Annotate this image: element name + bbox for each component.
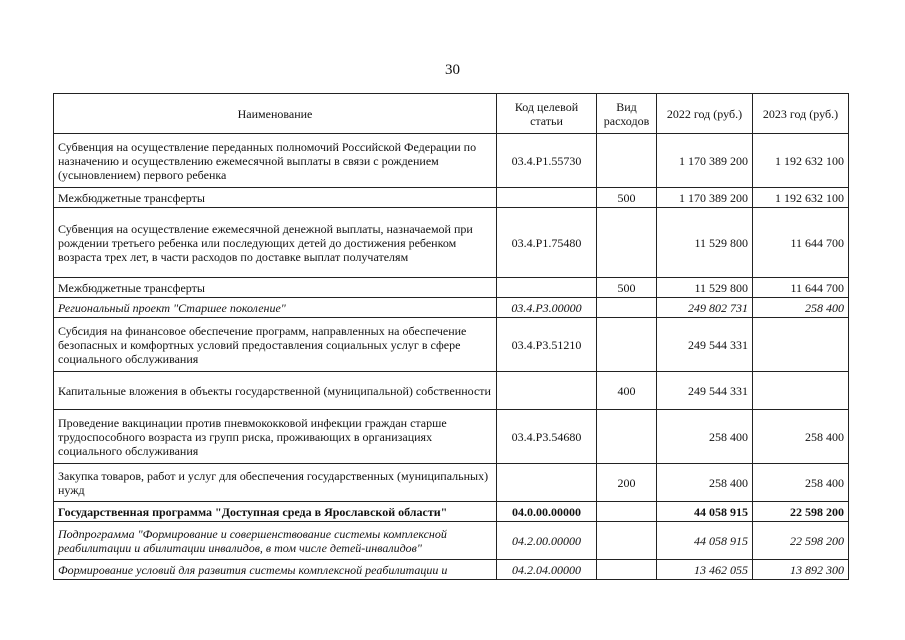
row-2023-cell: 258 400: [753, 464, 849, 502]
row-name-cell: Межбюджетные трансферты: [54, 188, 497, 208]
row-type-cell: 500: [597, 278, 657, 298]
header-2022: 2022 год (руб.): [657, 94, 753, 134]
row-name-cell: Закупка товаров, работ и услуг для обеспечения государственных (муниципальных) нужд: [54, 464, 497, 502]
row-type-cell: [597, 560, 657, 580]
row-code-cell: 04.2.00.00000: [497, 522, 597, 560]
row-name-cell: Субвенция на осуществление ежемесячной денежной выплаты, назначаемой при рождении третьего ребенка или последующих детей до достижения ребенком возраста трех лет, в части расходов по доставке выплат получателям: [54, 208, 497, 278]
header-type: Вид расходов: [597, 94, 657, 134]
row-2023-cell: 13 892 300: [753, 560, 849, 580]
row-type-cell: [597, 502, 657, 522]
row-code-cell: 04.0.00.00000: [497, 502, 597, 522]
row-type-cell: [597, 134, 657, 188]
row-2022-cell: 1 170 389 200: [657, 188, 753, 208]
page-number: 30: [445, 62, 460, 78]
row-name-cell: Межбюджетные трансферты: [54, 278, 497, 298]
row-name-cell: Региональный проект "Старшее поколение": [54, 298, 497, 318]
table-row: [54, 318, 849, 372]
row-2023-cell: 258 400: [753, 298, 849, 318]
row-2022-cell: 13 462 055: [657, 560, 753, 580]
row-2023-cell: 1 192 632 100: [753, 134, 849, 188]
row-2022-cell: 258 400: [657, 410, 753, 464]
row-type-cell: [597, 318, 657, 372]
row-2023-cell: 11 644 700: [753, 208, 849, 278]
row-2022-cell: 249 544 331: [657, 372, 753, 410]
row-name-cell: Капитальные вложения в объекты государственной (муниципальной) собственности: [54, 372, 497, 410]
table-row: [54, 208, 849, 278]
row-code-cell: 03.4.P3.54680: [497, 410, 597, 464]
row-2022-cell: 1 170 389 200: [657, 134, 753, 188]
row-name-cell: Формирование условий для развития системы комплексной реабилитации и: [54, 560, 497, 580]
row-2023-cell: [753, 318, 849, 372]
table-row: [54, 298, 849, 318]
row-2023-cell: 22 598 200: [753, 522, 849, 560]
table-row: [54, 502, 849, 522]
row-type-cell: 500: [597, 188, 657, 208]
row-2023-cell: [753, 372, 849, 410]
row-code-cell: 04.2.04.00000: [497, 560, 597, 580]
row-name-cell: Государственная программа "Доступная среда в Ярославской области": [54, 502, 497, 522]
row-type-cell: 400: [597, 372, 657, 410]
row-code-cell: [497, 188, 597, 208]
row-2022-cell: 11 529 800: [657, 208, 753, 278]
row-2023-cell: 258 400: [753, 410, 849, 464]
row-code-cell: 03.4.P1.55730: [497, 134, 597, 188]
row-code-cell: [497, 278, 597, 298]
row-name-cell: Субвенция на осуществление переданных полномочий Российской Федерации по назначению и осуществлению ежемесячной выплаты в связи с рождением (усыновлением) первого ребенка: [54, 134, 497, 188]
row-type-cell: [597, 410, 657, 464]
row-code-cell: 03.4.P1.75480: [497, 208, 597, 278]
row-code-cell: 03.4.P3.51210: [497, 318, 597, 372]
table-body: [54, 134, 849, 580]
row-2022-cell: 11 529 800: [657, 278, 753, 298]
table-row: [54, 188, 849, 208]
table-row: [54, 560, 849, 580]
row-type-cell: [597, 522, 657, 560]
row-type-cell: [597, 298, 657, 318]
row-type-cell: [597, 208, 657, 278]
table-row: [54, 464, 849, 502]
row-code-cell: 03.4.P3.00000: [497, 298, 597, 318]
header-name: Наименование: [54, 94, 497, 134]
header-code: Код целевой статьи: [497, 94, 597, 134]
row-name-cell: Субсидия на финансовое обеспечение программ, направленных на обеспечение безопасных и комфортных условий предоставления социальных услуг в сфере социального обслуживания: [54, 318, 497, 372]
row-2022-cell: 249 544 331: [657, 318, 753, 372]
header-row: [54, 94, 849, 134]
row-2023-cell: 22 598 200: [753, 502, 849, 522]
table-row: [54, 134, 849, 188]
header-2023: 2023 год (руб.): [753, 94, 849, 134]
row-2023-cell: 1 192 632 100: [753, 188, 849, 208]
row-2022-cell: 249 802 731: [657, 298, 753, 318]
table-row: [54, 372, 849, 410]
row-2022-cell: 44 058 915: [657, 502, 753, 522]
row-2023-cell: 11 644 700: [753, 278, 849, 298]
row-name-cell: Подпрограмма "Формирование и совершенствование системы комплексной реабилитации и абилитации инвалидов, в том числе детей-инвалидов": [54, 522, 497, 560]
budget-table: [53, 93, 849, 580]
row-code-cell: [497, 372, 597, 410]
row-type-cell: 200: [597, 464, 657, 502]
row-code-cell: [497, 464, 597, 502]
table-row: [54, 522, 849, 560]
row-2022-cell: 44 058 915: [657, 522, 753, 560]
row-2022-cell: 258 400: [657, 464, 753, 502]
table-row: [54, 278, 849, 298]
row-name-cell: Проведение вакцинации против пневмококковой инфекции граждан старше трудоспособного возраста из групп риска, проживающих в организациях социального обслуживания: [54, 410, 497, 464]
table-row: [54, 410, 849, 464]
